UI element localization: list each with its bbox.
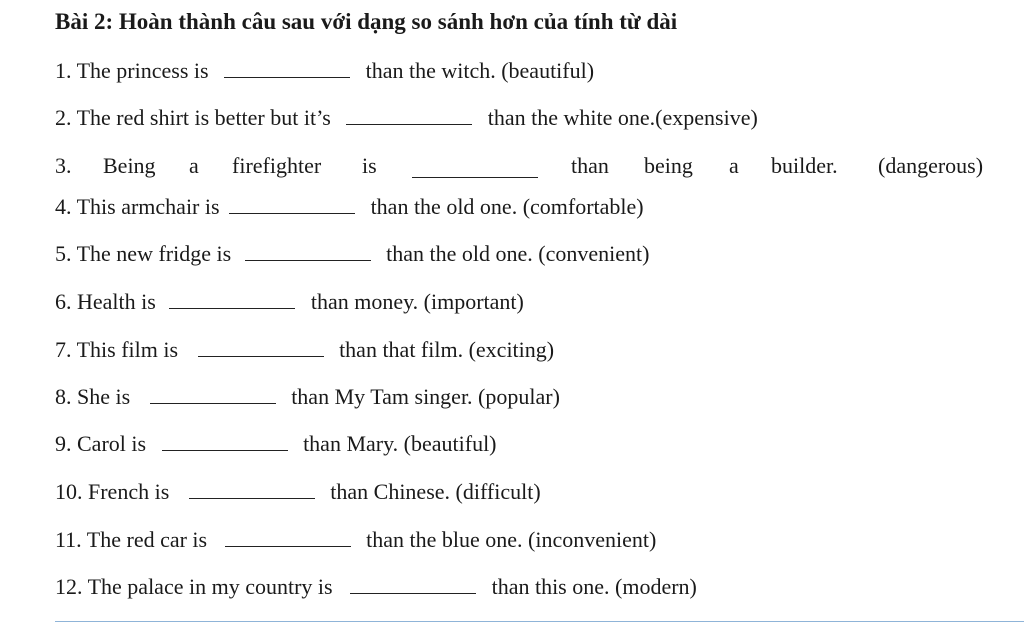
question-3-word: (dangerous): [878, 153, 984, 178]
answer-blank-5[interactable]: [245, 246, 371, 261]
answer-blank-8[interactable]: [150, 389, 276, 404]
answer-blank-12[interactable]: [350, 579, 476, 594]
answer-blank-6[interactable]: [169, 294, 295, 309]
question-12: [55, 574, 697, 600]
question-11: [55, 527, 656, 553]
question-7: [55, 337, 554, 363]
question-12-end: than this one. (modern): [491, 574, 697, 599]
question-11-start: 11. The red car is: [55, 527, 208, 552]
question-2-start: 2. The red shirt is better but it’s: [55, 105, 331, 130]
question-5: [55, 241, 649, 267]
answer-blank-1[interactable]: [224, 63, 350, 78]
exercise-title: Bài 2: Hoàn thành câu sau với dạng so sánh hơn của tính từ dài: [55, 9, 678, 34]
question-7-end: than that film. (exciting): [339, 337, 555, 362]
question-10-start: 10. French is: [55, 479, 170, 504]
answer-blank-10[interactable]: [189, 484, 315, 499]
question-6-start: 6. Health is: [55, 289, 156, 314]
question-4-start: 4. This armchair is: [55, 194, 220, 219]
question-6: [55, 289, 524, 315]
question-3-word: a: [729, 153, 739, 178]
answer-blank-11[interactable]: [225, 532, 351, 547]
question-2-end: than the white one.(expensive): [487, 105, 758, 130]
question-3-word: being: [644, 153, 693, 178]
answer-blank-3[interactable]: [412, 163, 538, 178]
question-9-end: than Mary. (beautiful): [303, 431, 497, 456]
question-12-start: 12. The palace in my country is: [55, 574, 333, 599]
answer-blank-2[interactable]: [346, 110, 472, 125]
question-3-word: builder.: [771, 153, 838, 178]
question-3-word: a: [189, 153, 199, 178]
question-8-start: 8. She is: [55, 384, 131, 409]
question-1-end: than the witch. (beautiful): [365, 58, 595, 83]
answer-blank-4[interactable]: [229, 199, 355, 214]
question-9-start: 9. Carol is: [55, 431, 147, 456]
answer-blank-9[interactable]: [162, 436, 288, 451]
question-4: [55, 194, 644, 220]
question-7-start: 7. This film is: [55, 337, 179, 362]
question-6-end: than money. (important): [310, 289, 524, 314]
question-3-word: 3.: [55, 153, 72, 178]
question-5-end: than the old one. (convenient): [386, 241, 650, 266]
question-3-word: Being: [103, 153, 156, 178]
question-1: [55, 58, 594, 84]
question-3-word: is: [362, 153, 377, 178]
question-10: [55, 479, 541, 505]
question-3-word: than: [571, 153, 609, 178]
question-4-end: than the old one. (comfortable): [370, 194, 644, 219]
question-5-start: 5. The new fridge is: [55, 241, 232, 266]
question-9: [55, 431, 497, 457]
question-1-start: 1. The princess is: [55, 58, 209, 83]
footer-divider: [55, 621, 1024, 622]
question-8-end: than My Tam singer. (popular): [291, 384, 560, 409]
question-3-word: firefighter: [232, 153, 322, 178]
answer-blank-7[interactable]: [198, 342, 324, 357]
question-10-end: than Chinese. (difficult): [330, 479, 541, 504]
question-8: [55, 384, 560, 410]
question-11-end: than the blue one. (inconvenient): [366, 527, 657, 552]
question-2: [55, 105, 758, 131]
